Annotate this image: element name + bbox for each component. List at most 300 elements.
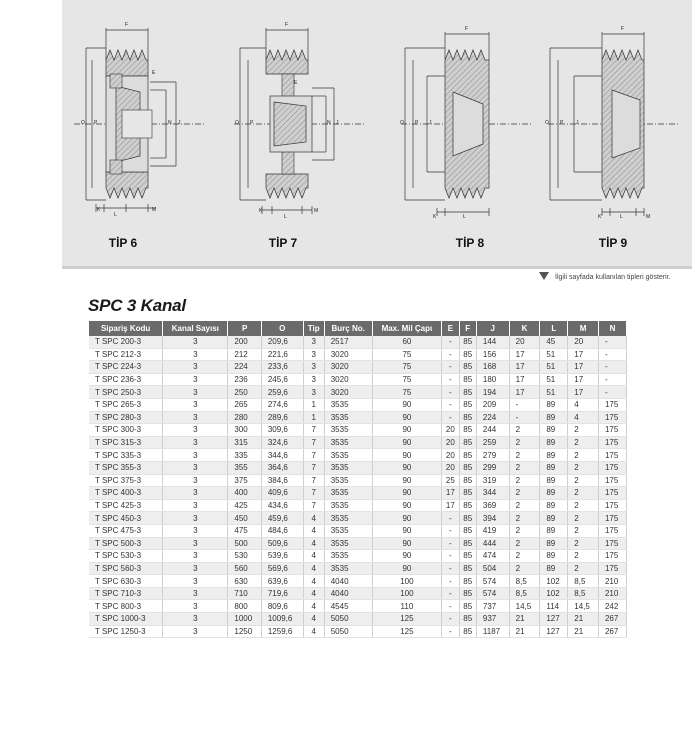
table-cell: 2 — [509, 474, 540, 487]
table-cell: 2 — [509, 524, 540, 537]
table-cell: 209 — [476, 398, 509, 411]
table-cell: 21 — [509, 625, 540, 638]
table-cell: 3 — [163, 449, 228, 462]
table-cell: - — [598, 336, 626, 348]
table-cell: 3535 — [324, 524, 372, 537]
table-cell: 7 — [303, 487, 324, 500]
table-cell: 2 — [568, 512, 599, 525]
table-cell: 574 — [476, 575, 509, 588]
table-cell: T SPC 475-3 — [89, 524, 163, 537]
table-row — [89, 373, 627, 386]
table-cell: 125 — [372, 613, 442, 626]
dim-p-label: P — [250, 120, 254, 126]
table-cell: 500 — [228, 537, 261, 550]
table-cell: 127 — [540, 625, 568, 638]
table-cell: 2 — [568, 461, 599, 474]
table-cell: 3 — [163, 600, 228, 613]
table-cell: - — [442, 348, 459, 361]
table-cell: 3 — [303, 386, 324, 399]
table-cell: 175 — [598, 398, 626, 411]
table-cell: 224 — [476, 411, 509, 424]
table-cell: 409,6 — [261, 487, 303, 500]
table-cell: 17 — [568, 361, 599, 374]
table-cell: 100 — [372, 575, 442, 588]
table-cell: 737 — [476, 600, 509, 613]
table-cell: 245,6 — [261, 373, 303, 386]
table-cell: T SPC 224-3 — [89, 361, 163, 374]
table-cell: 3 — [163, 474, 228, 487]
table-cell: 3535 — [324, 474, 372, 487]
table-cell: 4 — [303, 600, 324, 613]
table-cell: - — [509, 398, 540, 411]
table-row — [89, 625, 627, 638]
table-cell: 110 — [372, 600, 442, 613]
table-cell: 89 — [540, 512, 568, 525]
column-header: K — [509, 321, 540, 336]
table-cell: 3020 — [324, 361, 372, 374]
table-cell: 85 — [459, 562, 476, 575]
table-cell: 175 — [598, 537, 626, 550]
types-note-text: İlgili sayfada kullanılan tipleri gösterir. — [555, 274, 671, 281]
table-cell: 2 — [509, 550, 540, 563]
table-cell: 355 — [228, 461, 261, 474]
table-cell: 85 — [459, 550, 476, 563]
column-header: Kanal Sayısı — [163, 321, 228, 336]
table-cell: 17 — [442, 487, 459, 500]
table-cell: 2 — [568, 499, 599, 512]
table-row — [89, 537, 627, 550]
table-cell: 3 — [303, 373, 324, 386]
table-cell: 394 — [476, 512, 509, 525]
table-cell: 17 — [509, 348, 540, 361]
table-cell: 474 — [476, 550, 509, 563]
table-cell: 4 — [303, 550, 324, 563]
table-cell: 4545 — [324, 600, 372, 613]
table-cell: 509,6 — [261, 537, 303, 550]
dim-o-label: O — [81, 120, 85, 126]
table-cell: 3 — [163, 499, 228, 512]
table-cell: T SPC 710-3 — [89, 587, 163, 600]
column-header: J — [476, 321, 509, 336]
table-row — [89, 487, 627, 500]
table-cell: 2 — [509, 449, 540, 462]
table-row — [89, 600, 627, 613]
arrow-down-icon — [539, 272, 549, 280]
table-cell: - — [442, 613, 459, 626]
table-cell: 4040 — [324, 575, 372, 588]
dim-j-label: J — [178, 120, 181, 126]
table-cell: 4 — [303, 537, 324, 550]
table-cell: T SPC 250-3 — [89, 386, 163, 399]
table-cell: 2 — [509, 562, 540, 575]
table-cell: 3 — [303, 361, 324, 374]
table-cell: - — [442, 625, 459, 638]
table-cell: 175 — [598, 436, 626, 449]
table-row — [89, 524, 627, 537]
table-cell: 267 — [598, 625, 626, 638]
table-cell: T SPC 1250-3 — [89, 625, 163, 638]
table-cell: 574 — [476, 587, 509, 600]
table-row — [89, 613, 627, 626]
table-cell: 75 — [372, 348, 442, 361]
table-cell: - — [509, 411, 540, 424]
table-row — [89, 386, 627, 399]
table-cell: 90 — [372, 436, 442, 449]
dim-l-label: L — [620, 214, 623, 220]
table-cell: 4 — [568, 411, 599, 424]
table-cell: 309,6 — [261, 424, 303, 437]
table-row — [89, 562, 627, 575]
dim-p-label: P — [94, 120, 98, 126]
table-cell: 3535 — [324, 411, 372, 424]
table-cell: 224 — [228, 361, 261, 374]
column-header: N — [598, 321, 626, 336]
table-cell: 937 — [476, 613, 509, 626]
table-cell: 459,6 — [261, 512, 303, 525]
table-cell: 100 — [372, 587, 442, 600]
table-cell: 2 — [568, 524, 599, 537]
table-cell: 259,6 — [261, 386, 303, 399]
table-cell: 75 — [372, 386, 442, 399]
column-header: Tip — [303, 321, 324, 336]
table-cell: 2 — [568, 436, 599, 449]
table-cell: 51 — [540, 373, 568, 386]
table-cell: - — [442, 562, 459, 575]
table-cell: 89 — [540, 524, 568, 537]
table-cell: 20 — [509, 336, 540, 348]
table-row — [89, 575, 627, 588]
table-row — [89, 336, 627, 348]
dim-l-label: L — [114, 212, 117, 218]
table-cell: 450 — [228, 512, 261, 525]
table-cell: 2 — [509, 487, 540, 500]
table-cell: 475 — [228, 524, 261, 537]
table-cell: 639,6 — [261, 575, 303, 588]
table-cell: T SPC 500-3 — [89, 537, 163, 550]
table-cell: 85 — [459, 575, 476, 588]
table-cell: - — [598, 348, 626, 361]
table-cell: 400 — [228, 487, 261, 500]
table-cell: 20 — [442, 436, 459, 449]
table-cell: 7 — [303, 461, 324, 474]
table-cell: 85 — [459, 600, 476, 613]
table-cell: 7 — [303, 474, 324, 487]
table-cell: 384,6 — [261, 474, 303, 487]
table-cell: T SPC 425-3 — [89, 499, 163, 512]
table-cell: 89 — [540, 499, 568, 512]
table-cell: 4 — [568, 398, 599, 411]
table-cell: 85 — [459, 487, 476, 500]
table-cell: 90 — [372, 550, 442, 563]
table-row — [89, 512, 627, 525]
table-cell: 2 — [509, 424, 540, 437]
table-cell: 4 — [303, 562, 324, 575]
dim-f-label: F — [125, 22, 129, 28]
table-cell: 569,6 — [261, 562, 303, 575]
table-cell: 3535 — [324, 487, 372, 500]
dim-f-label: F — [465, 26, 469, 32]
table-cell: 1 — [303, 398, 324, 411]
dim-l-label: L — [463, 214, 466, 220]
table-cell: 3535 — [324, 537, 372, 550]
table-cell: 17 — [568, 386, 599, 399]
table-cell: 20 — [568, 336, 599, 348]
table-cell: 89 — [540, 411, 568, 424]
table-cell: 3535 — [324, 512, 372, 525]
table-cell: 89 — [540, 461, 568, 474]
dim-p-label: P — [560, 120, 564, 126]
dim-m-label: M — [152, 207, 157, 213]
table-cell: 175 — [598, 524, 626, 537]
table-cell: 90 — [372, 524, 442, 537]
table-cell: 560 — [228, 562, 261, 575]
table-cell: 144 — [476, 336, 509, 348]
table-cell: 175 — [598, 512, 626, 525]
table-cell: - — [442, 398, 459, 411]
table-cell: 90 — [372, 474, 442, 487]
table-cell: 242 — [598, 600, 626, 613]
pulley-diagram-tip-6 — [66, 12, 216, 222]
table-cell: 3 — [163, 336, 228, 348]
table-cell: 90 — [372, 537, 442, 550]
table-cell: 2 — [568, 474, 599, 487]
table-cell: 90 — [372, 424, 442, 437]
table-cell: 89 — [540, 474, 568, 487]
table-cell: 85 — [459, 512, 476, 525]
table-cell: 3 — [163, 461, 228, 474]
table-cell: 21 — [509, 613, 540, 626]
table-cell: 3535 — [324, 461, 372, 474]
table-cell: 3 — [163, 373, 228, 386]
tip-9-label: TİP 9 — [598, 236, 628, 250]
table-cell: 3 — [163, 575, 228, 588]
table-cell: 175 — [598, 499, 626, 512]
table-cell: 8,5 — [568, 587, 599, 600]
table-cell: 85 — [459, 336, 476, 348]
table-cell: T SPC 335-3 — [89, 449, 163, 462]
table-cell: T SPC 400-3 — [89, 487, 163, 500]
table-cell: 3 — [163, 524, 228, 537]
table-cell: 89 — [540, 562, 568, 575]
table-cell: 710 — [228, 587, 261, 600]
table-cell: 289,6 — [261, 411, 303, 424]
table-cell: T SPC 212-3 — [89, 348, 163, 361]
table-cell: 3 — [163, 361, 228, 374]
table-cell: 20 — [442, 461, 459, 474]
table-cell: - — [598, 386, 626, 399]
table-cell: 7 — [303, 449, 324, 462]
table-cell: T SPC 355-3 — [89, 461, 163, 474]
table-cell: 4040 — [324, 587, 372, 600]
table-cell: - — [442, 537, 459, 550]
table-cell: 209,6 — [261, 336, 303, 348]
table-cell: 85 — [459, 625, 476, 638]
table-cell: 809,6 — [261, 600, 303, 613]
table-cell: - — [442, 524, 459, 537]
table-cell: 3 — [163, 386, 228, 399]
table-cell: 21 — [568, 613, 599, 626]
table-cell: T SPC 375-3 — [89, 474, 163, 487]
table-cell: 236 — [228, 373, 261, 386]
table-row — [89, 449, 627, 462]
table-row — [89, 411, 627, 424]
table-cell: 335 — [228, 449, 261, 462]
table-row — [89, 499, 627, 512]
table-cell: 250 — [228, 386, 261, 399]
table-cell: 175 — [598, 424, 626, 437]
table-cell: 4 — [303, 575, 324, 588]
table-cell: 89 — [540, 537, 568, 550]
table-row — [89, 474, 627, 487]
table-cell: 75 — [372, 373, 442, 386]
dim-k-label: K — [598, 214, 602, 220]
table-cell: 60 — [372, 336, 442, 348]
table-cell: 21 — [568, 625, 599, 638]
column-header: Max. Mil Çapı — [372, 321, 442, 336]
table-cell: 419 — [476, 524, 509, 537]
dim-o-label: O — [400, 120, 404, 126]
table-cell: - — [442, 600, 459, 613]
tip-8-label: TİP 8 — [455, 236, 485, 250]
table-cell: 210 — [598, 575, 626, 588]
table-cell: 300 — [228, 424, 261, 437]
table-row — [89, 587, 627, 600]
table-cell: 85 — [459, 474, 476, 487]
table-cell: - — [442, 336, 459, 348]
table-cell: 1000 — [228, 613, 261, 626]
table-cell: 156 — [476, 348, 509, 361]
table-cell: 3 — [163, 613, 228, 626]
table-cell: 280 — [228, 411, 261, 424]
table-cell: 3020 — [324, 373, 372, 386]
table-cell: 85 — [459, 524, 476, 537]
table-cell: 279 — [476, 449, 509, 462]
column-header: F — [459, 321, 476, 336]
table-cell: - — [442, 512, 459, 525]
table-cell: 274,6 — [261, 398, 303, 411]
table-cell: 8,5 — [568, 575, 599, 588]
table-cell: 425 — [228, 499, 261, 512]
table-cell: 324,6 — [261, 436, 303, 449]
table-cell: 51 — [540, 361, 568, 374]
table-cell: 3 — [163, 587, 228, 600]
table-cell: 434,6 — [261, 499, 303, 512]
table-cell: 85 — [459, 348, 476, 361]
table-cell: 3 — [163, 424, 228, 437]
column-header: M — [568, 321, 599, 336]
table-cell: T SPC 280-3 — [89, 411, 163, 424]
table-cell: 2 — [568, 562, 599, 575]
table-cell: 89 — [540, 550, 568, 563]
table-cell: 3 — [303, 336, 324, 348]
table-cell: 3535 — [324, 436, 372, 449]
column-header: P — [228, 321, 261, 336]
table-cell: 800 — [228, 600, 261, 613]
table-cell: T SPC 560-3 — [89, 562, 163, 575]
table-cell: T SPC 800-3 — [89, 600, 163, 613]
table-cell: 89 — [540, 424, 568, 437]
table-cell: 4 — [303, 587, 324, 600]
table-cell: 2 — [509, 461, 540, 474]
table-cell: - — [442, 373, 459, 386]
table-cell: 244 — [476, 424, 509, 437]
table-cell: T SPC 530-3 — [89, 550, 163, 563]
table-row — [89, 461, 627, 474]
table-cell: 3 — [163, 512, 228, 525]
table-cell: 2 — [568, 537, 599, 550]
table-cell: 719,6 — [261, 587, 303, 600]
table-cell: 2 — [568, 550, 599, 563]
dim-m-label: M — [646, 214, 651, 220]
spec-table — [89, 321, 627, 638]
table-cell: - — [442, 386, 459, 399]
dim-j-label: J — [576, 120, 579, 126]
table-cell: 85 — [459, 411, 476, 424]
table-row — [89, 361, 627, 374]
pulley-diagram-tip-9 — [540, 12, 690, 222]
table-cell: 3535 — [324, 562, 372, 575]
table-cell: 2 — [509, 537, 540, 550]
table-cell: 369 — [476, 499, 509, 512]
dim-p-label: P — [415, 120, 419, 126]
table-cell: 102 — [540, 587, 568, 600]
table-cell: 175 — [598, 411, 626, 424]
pulley-diagram-tip-7 — [226, 12, 376, 222]
table-cell: 3 — [163, 562, 228, 575]
table-cell: 90 — [372, 411, 442, 424]
table-cell: - — [442, 411, 459, 424]
table-cell: 200 — [228, 336, 261, 348]
table-cell: 85 — [459, 361, 476, 374]
table-cell: 20 — [442, 449, 459, 462]
table-cell: 210 — [598, 587, 626, 600]
table-cell: 14,5 — [568, 600, 599, 613]
table-cell: 7 — [303, 499, 324, 512]
table-cell: 175 — [598, 550, 626, 563]
column-header: E — [442, 321, 459, 336]
table-cell: 85 — [459, 436, 476, 449]
table-cell: 3020 — [324, 386, 372, 399]
table-cell: 90 — [372, 398, 442, 411]
table-cell: 221,6 — [261, 348, 303, 361]
table-cell: 8,5 — [509, 575, 540, 588]
dim-e-label: E — [152, 70, 156, 76]
table-cell: 4 — [303, 512, 324, 525]
table-cell: T SPC 236-3 — [89, 373, 163, 386]
table-cell: 90 — [372, 487, 442, 500]
table-cell: T SPC 630-3 — [89, 575, 163, 588]
table-cell: 7 — [303, 424, 324, 437]
table-cell: - — [442, 550, 459, 563]
tip-6-label: TİP 6 — [108, 236, 138, 250]
table-cell: 2 — [568, 449, 599, 462]
dim-f-label: F — [285, 22, 289, 28]
table-cell: 504 — [476, 562, 509, 575]
table-cell: 85 — [459, 587, 476, 600]
table-cell: 127 — [540, 613, 568, 626]
dim-k-label: K — [97, 207, 101, 213]
table-cell: 175 — [598, 449, 626, 462]
table-cell: - — [442, 575, 459, 588]
table-cell: 444 — [476, 537, 509, 550]
table-cell: 85 — [459, 537, 476, 550]
table-cell: 17 — [509, 373, 540, 386]
table-cell: - — [598, 373, 626, 386]
dim-m-label: M — [314, 208, 319, 214]
table-cell: 267 — [598, 613, 626, 626]
dim-n-label: N — [168, 120, 172, 126]
table-cell: 319 — [476, 474, 509, 487]
